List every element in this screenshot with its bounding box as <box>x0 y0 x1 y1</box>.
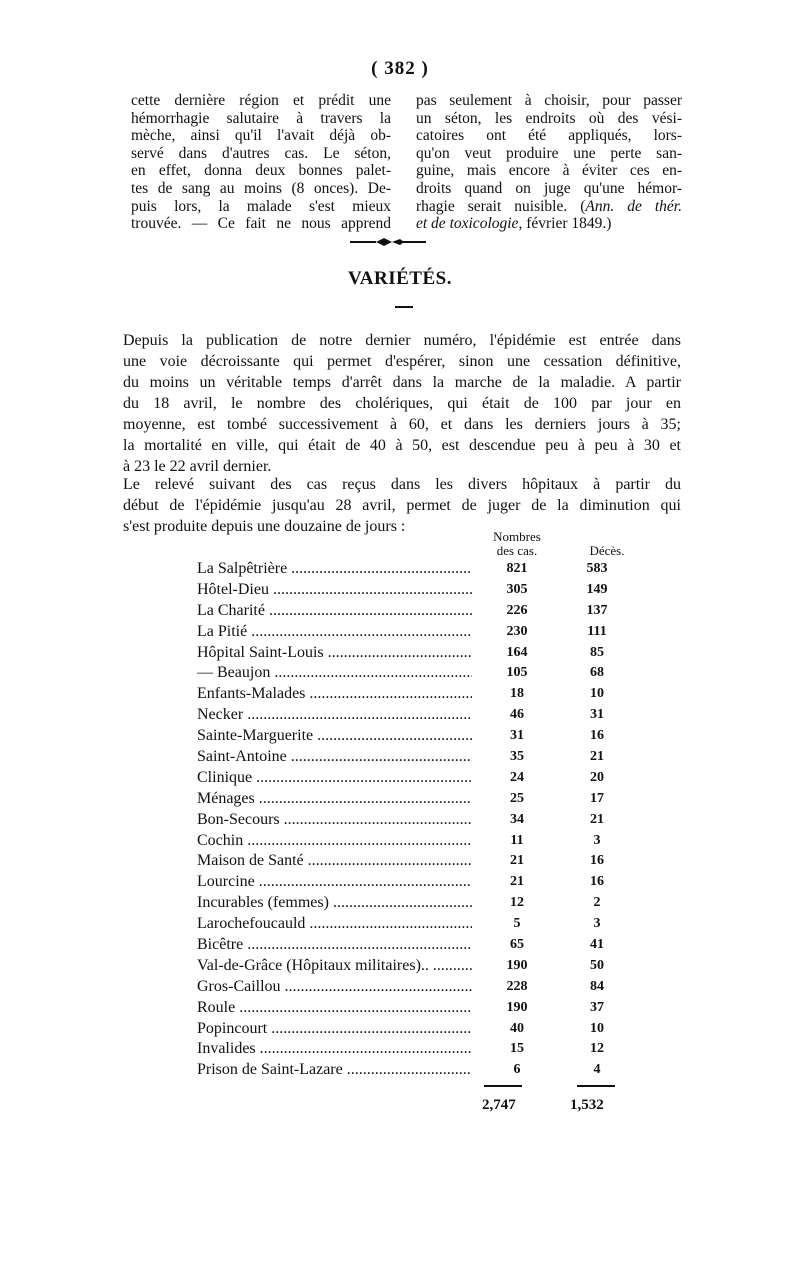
hospital-name-text: Clinique <box>197 768 253 786</box>
hospital-name-text: La Pitié <box>197 622 248 640</box>
hospital-name-text: Incurables (femmes) <box>197 894 329 912</box>
table-row <box>197 789 637 810</box>
hospital-name <box>197 789 472 810</box>
hospital-name-text: Prison de Saint-Lazare <box>197 1061 343 1079</box>
text-line: droits quand on juge qu'une hémor- <box>416 179 682 197</box>
deaths-cell: 16 <box>590 853 604 869</box>
deaths-cell: 149 <box>586 581 608 597</box>
header-cases-line1: Nombres <box>493 529 541 544</box>
total-deaths: 1,532 <box>570 1097 604 1113</box>
cases-cell: 24 <box>510 769 524 785</box>
hospital-name-text: La Salpêtrière <box>197 560 288 577</box>
cases-cell: 15 <box>510 1041 524 1057</box>
cases-cell: 6 <box>513 1062 521 1078</box>
text-line: cette dernière région et prédit une <box>131 92 391 109</box>
cases-cell: 25 <box>510 790 524 806</box>
table-row <box>197 914 637 935</box>
deaths-cell: 85 <box>590 644 604 660</box>
deaths-cell: 20 <box>590 769 604 785</box>
deaths-cell: 16 <box>590 874 604 890</box>
table-row <box>197 559 637 580</box>
hospital-name-text: Bon-Secours <box>197 810 280 828</box>
deaths-cell: 111 <box>587 623 607 639</box>
hospital-name-text: Val-de-Grâce (Hôpitaux militaires).. <box>197 956 429 974</box>
hospital-name <box>197 559 472 580</box>
hospital-name <box>197 810 472 831</box>
hospital-name-text: Saint-Antoine <box>197 748 287 766</box>
cases-cell: 230 <box>506 623 528 639</box>
hospital-name <box>197 1060 472 1081</box>
hospital-name <box>197 747 472 768</box>
hospital-name <box>197 851 472 872</box>
hospital-name <box>197 768 472 789</box>
hospital-name <box>197 601 472 622</box>
total-cases: 2,747 <box>482 1097 516 1113</box>
cases-cell: 226 <box>506 602 528 618</box>
deaths-cell: 4 <box>593 1062 601 1078</box>
text-line: en effet, donna deux bonnes palet- <box>131 162 391 180</box>
table-row <box>197 705 637 726</box>
cases-cell: 21 <box>510 853 524 869</box>
right-column <box>416 92 682 233</box>
text-line <box>416 198 682 216</box>
text-line: qu'on veut produire une perte san- <box>416 144 682 162</box>
cases-cell: 164 <box>506 644 528 660</box>
text-line: moyenne, est tombé successivement à 60, et dans les derniers jours à 35; <box>123 416 681 433</box>
deaths-cell: 3 <box>593 916 601 932</box>
cases-cell: 190 <box>506 999 528 1015</box>
table-row <box>197 935 637 956</box>
hospital-name-text: Bicêtre <box>197 936 244 954</box>
cases-cell: 65 <box>510 937 524 953</box>
cases-cell: 18 <box>510 686 524 702</box>
table-row <box>197 663 637 684</box>
hospital-name <box>197 580 472 601</box>
deaths-cell: 10 <box>590 1020 604 1036</box>
text-line: servé dans d'autres cas. Le séton, <box>131 144 391 162</box>
hospital-name <box>197 705 472 726</box>
hospital-name-text: Ménages <box>197 789 255 807</box>
cases-cell: 31 <box>510 728 524 744</box>
text-line: la mortalité en ville, qui était de 40 à 50, est descendue peu à peu à 30 et <box>123 437 681 454</box>
table-row <box>197 747 637 768</box>
table-row <box>197 893 637 914</box>
hospital-name-text: Enfants-Malades <box>197 685 306 703</box>
table-row <box>197 580 637 601</box>
citation-journal: Ann. de thér. <box>585 197 682 215</box>
table-row <box>197 643 637 664</box>
hospital-name-text: Roule <box>197 998 236 1016</box>
page-number: ( 382 ) <box>371 58 429 79</box>
deaths-cell: 3 <box>593 832 601 848</box>
table-row <box>197 872 637 893</box>
hospital-name <box>197 977 472 998</box>
cases-cell: 21 <box>510 874 524 890</box>
hospital-name-text: Lourcine <box>197 873 255 891</box>
hospital-name <box>197 1019 472 1040</box>
hospital-name <box>197 998 472 1019</box>
title-rule <box>395 306 413 308</box>
cases-cell: 228 <box>506 978 528 994</box>
text-line: guine, mais encore à éviter ces en- <box>416 162 682 180</box>
text-line: mèche, ainsi qu'il l'avait déjà ob- <box>131 127 391 145</box>
deaths-cell: 10 <box>590 686 604 702</box>
cases-cell: 46 <box>510 707 524 723</box>
cases-cell: 305 <box>506 581 528 597</box>
hospital-name-text: Maison de Santé <box>197 852 304 870</box>
deaths-cell: 68 <box>590 665 604 681</box>
hospital-name-text: Sainte-Marguerite <box>197 727 314 745</box>
hospital-name <box>197 893 472 914</box>
text-line: Le relevé suivant des cas reçus dans les divers hôpitaux à partir du <box>123 476 681 493</box>
hospital-name <box>197 643 472 664</box>
citation-journal-cont: et de toxicologie <box>416 215 519 233</box>
text-line: hémorrhagie salutaire à travers la <box>131 109 391 127</box>
cases-cell: 35 <box>510 749 524 765</box>
text-line: à 23 le 22 avril dernier. <box>123 458 272 475</box>
cases-cell: 190 <box>506 957 528 973</box>
cases-cell: 34 <box>510 811 524 827</box>
paragraph-2 <box>123 474 681 537</box>
table-row <box>197 1039 637 1060</box>
hospital-name-text: Larochefoucauld <box>197 915 306 933</box>
cases-cell: 5 <box>513 916 521 932</box>
hospital-name-text: Popincourt <box>197 1019 268 1037</box>
deaths-cell: 41 <box>590 937 604 953</box>
hospital-name <box>197 684 472 705</box>
deaths-cell: 12 <box>590 1041 604 1057</box>
deaths-cell: 50 <box>590 957 604 973</box>
hospital-name <box>197 622 472 643</box>
cases-cell: 40 <box>510 1020 524 1036</box>
left-column <box>131 92 391 233</box>
hospital-name <box>197 663 472 684</box>
text-line: trouvée. — Ce fait ne nous apprend <box>131 215 391 233</box>
deaths-cell: 2 <box>593 895 601 911</box>
deaths-cell: 21 <box>590 811 604 827</box>
deaths-cell: 16 <box>590 728 604 744</box>
table-row <box>197 622 637 643</box>
text-line: s'est produite depuis une douzaine de jours : <box>123 518 406 535</box>
header-cases-line2: des cas. <box>496 543 538 558</box>
text-line: une voie décroissante qui permet d'espérer, sinon une cessation définitive, <box>123 353 681 370</box>
text-line: Depuis la publication de notre dernier numéro, l'épidémie est entrée dans <box>123 332 681 349</box>
cases-cell: 12 <box>510 895 524 911</box>
hospital-name <box>197 831 472 852</box>
deaths-cell: 37 <box>590 999 604 1015</box>
table-row <box>197 1019 637 1040</box>
table-row <box>197 956 637 977</box>
hospital-name <box>197 914 472 935</box>
table-row <box>197 768 637 789</box>
text-line: un séton, les endroits où des vési- <box>416 109 682 127</box>
section-title: VARIÉTÉS. <box>348 268 452 289</box>
cases-cell: 821 <box>506 561 528 576</box>
table-row <box>197 810 637 831</box>
text-line: catoires ont été appliqués, lors- <box>416 127 682 145</box>
table-row <box>197 601 637 622</box>
table-row <box>197 998 637 1019</box>
text-fragment: rhagie serait nuisible. ( <box>416 197 586 215</box>
table-row <box>197 851 637 872</box>
citation-date: , février 1849.) <box>518 215 612 233</box>
hospital-name-text: Invalides <box>197 1040 256 1058</box>
deaths-cell: 137 <box>586 602 608 618</box>
cases-cell: 11 <box>510 832 524 848</box>
hospital-name-text: — Beaujon <box>197 664 271 682</box>
hospital-name <box>197 956 472 977</box>
table-body <box>197 559 637 1081</box>
hospital-name <box>197 872 472 893</box>
hospital-name <box>197 935 472 956</box>
hospital-name-text: Hôpital Saint-Louis <box>197 643 324 661</box>
hospital-name <box>197 1039 472 1060</box>
hospital-name-text: Necker <box>197 706 244 724</box>
hospital-name-text: Cochin <box>197 831 244 849</box>
table-row <box>197 831 637 852</box>
hospital-name <box>197 726 472 747</box>
header-cases <box>482 530 552 558</box>
deaths-cell: 17 <box>590 790 604 806</box>
ornament-divider <box>348 234 428 248</box>
header-deaths: Décès. <box>589 543 625 558</box>
text-line: pas seulement à choisir, pour passer <box>416 92 682 109</box>
table-row <box>197 726 637 747</box>
text-line: début de l'épidémie jusqu'au 28 avril, permet de juger de la diminution qui <box>123 497 681 514</box>
sum-rule-cases <box>484 1085 522 1087</box>
deaths-cell: 31 <box>590 707 604 723</box>
text-line <box>416 215 682 233</box>
text-line: tes de sang au moins (8 onces). De- <box>131 179 391 197</box>
text-line: du 18 avril, le nombre des cholériques, qui était de 100 par jour en <box>123 395 681 412</box>
deaths-cell: 583 <box>586 561 608 576</box>
hospital-name-text: La Charité <box>197 601 265 619</box>
table-row <box>197 977 637 998</box>
sum-rule-deaths <box>577 1085 615 1087</box>
text-line: puis lors, la malade s'est mieux <box>131 197 391 215</box>
deaths-cell: 84 <box>590 978 604 994</box>
hospital-name-text: Gros-Caillou <box>197 977 281 995</box>
table-row <box>197 1060 637 1081</box>
text-line: du moins un véritable temps d'arrêt dans la marche de la maladie. A partir <box>123 374 681 391</box>
paragraph-1 <box>123 330 681 477</box>
table-row <box>197 684 637 705</box>
hospital-name-text: Hôtel-Dieu <box>197 580 269 598</box>
cases-cell: 105 <box>506 665 528 681</box>
deaths-cell: 21 <box>590 749 604 765</box>
